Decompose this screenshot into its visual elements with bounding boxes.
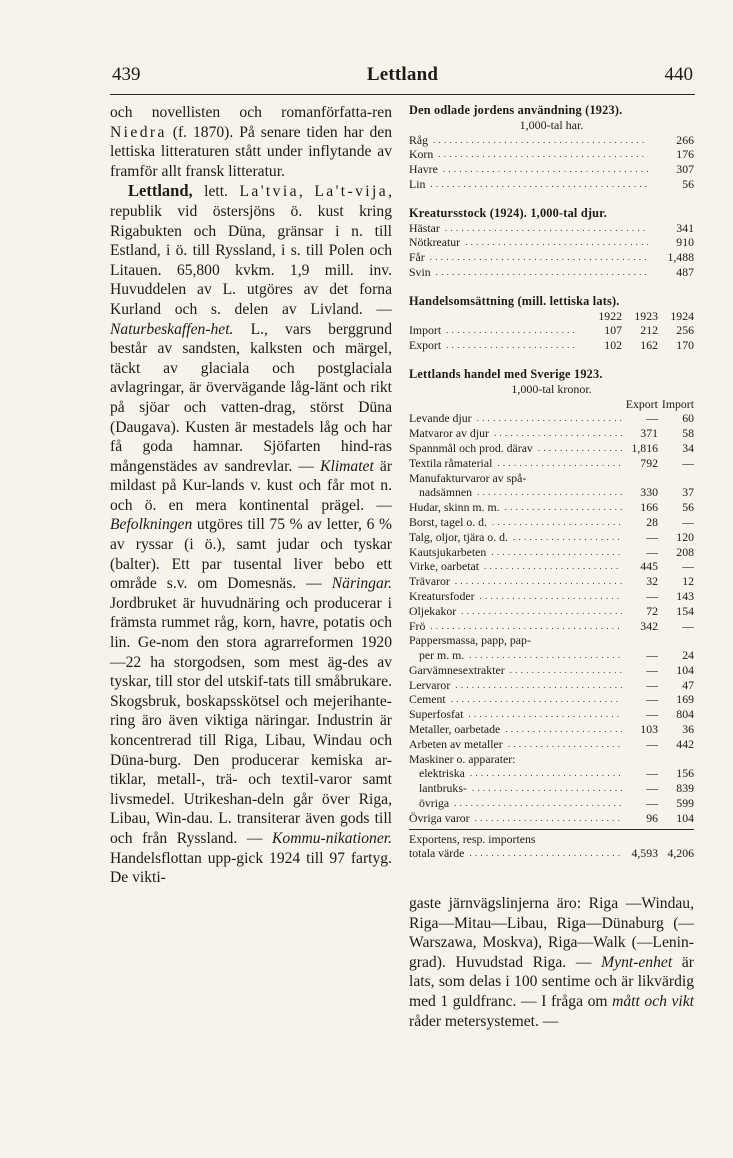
section-naturbeskaffenhet: Naturbeskaffen-het.	[110, 320, 234, 338]
row-value: 162	[622, 338, 658, 353]
paragraph-railways	[409, 894, 694, 1031]
table-title: Handelsomsättning (mill. lettiska lats).	[409, 293, 620, 308]
row-label: Korn	[409, 147, 434, 162]
row-value: 169	[658, 692, 694, 707]
row-label: lantbruks-	[419, 781, 467, 796]
table-row	[409, 589, 694, 604]
row-label: Oljekakor	[409, 603, 457, 618]
section-befolkningen: Befolkningen	[110, 516, 193, 534]
row-value: 445	[622, 559, 658, 574]
row-value: 12	[658, 574, 694, 589]
table-row	[409, 441, 694, 456]
table-sweden-trade	[409, 367, 694, 861]
table-row	[409, 648, 694, 663]
row-value: 212	[622, 323, 658, 338]
table-row	[409, 426, 694, 441]
row-label: Cement	[409, 692, 446, 707]
table-row	[409, 515, 694, 530]
row-label: Export	[409, 338, 442, 353]
running-title: Lettland	[366, 64, 439, 85]
row-label: Spannmål och prod. därav	[409, 440, 533, 455]
table-row	[409, 766, 694, 781]
row-label: Maskiner o. apparater:	[409, 751, 516, 766]
row-value: 102	[576, 338, 622, 353]
row-value: 107	[576, 323, 622, 338]
table-title: Kreatursstock (1924). 1,000-tal djur.	[409, 205, 607, 220]
text-run: lett.	[192, 183, 240, 201]
table-row	[409, 545, 694, 560]
row-value: 330	[622, 485, 658, 500]
table-row	[409, 781, 694, 796]
table-row	[409, 485, 694, 500]
table-row	[409, 500, 694, 515]
text-run: gaste järnvägslinjerna äro: Riga —Windau, Riga—Mitau—Libau, Riga—Dünaburg (—Warszawa, Moskva), Riga—Walk (—Lenin-grad). Huvudstad Riga. —	[409, 895, 694, 971]
table-unit: 1,000-tal har.	[519, 117, 584, 132]
paragraph-lettland-entry	[110, 181, 392, 887]
row-value: 487	[648, 265, 694, 280]
native-name-2: La't-vija	[314, 183, 389, 201]
row-value: 839	[658, 781, 694, 796]
row-value: 103	[622, 722, 658, 737]
row-label: Lervaror	[409, 677, 451, 692]
total-label: Exportens, resp. importens	[409, 831, 536, 846]
row-label: Pappersmassa, papp, pap-	[409, 633, 531, 648]
text-run: , republik vid östersjöns ö. kust kring Rigabukten och Düna, gränsar i n. till Estland, i ö. till Ryssland, i s. till Polen och Litauen. 65,800 kvkm. 1,9 mill. inv. Huvuddelen av L. utgöres av det forna Kurland och s. delen av Livland. —	[110, 183, 392, 318]
row-label: Metaller, oarbetade	[409, 722, 501, 737]
table-row	[409, 456, 694, 471]
table-row	[409, 811, 694, 826]
term-matt: mått	[612, 992, 640, 1010]
table-row	[409, 692, 694, 707]
row-label: elektriska	[419, 766, 465, 781]
table-land-use	[409, 103, 694, 192]
page-header	[112, 64, 693, 90]
total-rule	[409, 829, 694, 830]
row-value: 32	[622, 574, 658, 589]
row-value: —	[622, 589, 658, 604]
row-value: —	[622, 737, 658, 752]
row-value: 1,488	[648, 250, 694, 265]
table-year-headers	[409, 309, 694, 324]
row-value: 56	[648, 177, 694, 192]
page-number-right: 440	[664, 64, 693, 85]
row-label: Övriga varor	[409, 810, 470, 825]
table-row	[409, 663, 694, 678]
text-run: råder metersystemet. —	[409, 1012, 559, 1030]
row-label: Får	[409, 250, 425, 265]
page-number-left: 439	[112, 64, 141, 85]
table-row	[409, 471, 694, 486]
table-row	[409, 796, 694, 811]
table-row	[409, 574, 694, 589]
row-value: —	[622, 781, 658, 796]
table-row	[409, 177, 694, 192]
column-header-export: Export	[625, 396, 658, 411]
row-value: 60	[658, 411, 694, 426]
row-value: —	[622, 692, 658, 707]
table-unit: 1,000-tal kronor.	[511, 381, 592, 396]
row-value: 58	[658, 426, 694, 441]
table-title: Den odlade jordens användning (1923).	[409, 103, 623, 117]
row-value: —	[658, 456, 694, 471]
row-value: —	[622, 766, 658, 781]
row-value: 154	[658, 604, 694, 619]
table-row	[409, 752, 694, 767]
row-value: —	[622, 648, 658, 663]
row-value: 208	[658, 545, 694, 560]
section-naringar: Näringar.	[331, 575, 392, 593]
table-row	[409, 338, 694, 353]
row-label: Garvämnesextrakter	[409, 662, 505, 677]
row-value: 36	[658, 722, 694, 737]
row-label: Matvaror av djur	[409, 426, 489, 441]
column-header-import: Import	[661, 396, 694, 411]
year-header: 1922	[598, 308, 622, 323]
row-value: 37	[658, 485, 694, 500]
row-label: Kautsjukarbeten	[409, 544, 487, 559]
row-value: 910	[648, 235, 694, 250]
row-value: 34	[658, 441, 694, 456]
row-value: 104	[658, 663, 694, 678]
row-label: Textila råmaterial	[409, 455, 493, 470]
row-value: 28	[622, 515, 658, 530]
paragraph-literature	[110, 103, 392, 181]
row-label: Kreatursfoder	[409, 588, 475, 603]
table-row	[409, 323, 694, 338]
row-value: 792	[622, 456, 658, 471]
row-value: 342	[622, 619, 658, 634]
row-value: 256	[658, 323, 694, 338]
right-column-tables	[409, 103, 694, 861]
row-label: Havre	[409, 162, 438, 177]
row-value: 72	[622, 604, 658, 619]
row-value: 442	[658, 737, 694, 752]
row-value: 266	[648, 133, 694, 148]
header-rule	[110, 94, 695, 95]
table-row	[409, 678, 694, 693]
row-label: Råg	[409, 132, 429, 147]
row-label: Import	[409, 323, 442, 338]
table-row-total	[409, 846, 694, 861]
text-run: Handelsflottan upp-gick 1924 till 97 fartyg. De vikti-	[110, 849, 392, 887]
text-run: är mildast på Kur-lands v. kust och får mot n. och ö. en mera kontinental prägel. —	[110, 457, 393, 514]
row-label: Frö	[409, 618, 426, 633]
row-value: 156	[658, 766, 694, 781]
table-trade	[409, 294, 694, 353]
row-label: Superfosfat	[409, 707, 464, 722]
total-label: totala värde	[409, 846, 465, 861]
row-value: 143	[658, 589, 694, 604]
table-row	[409, 221, 694, 236]
row-value: —	[622, 545, 658, 560]
row-label: Nötkreatur	[409, 235, 461, 250]
row-value: —	[622, 678, 658, 693]
row-value: 341	[648, 221, 694, 236]
row-value: 371	[622, 426, 658, 441]
row-label: Svin	[409, 264, 431, 279]
section-klimatet: Klimatet	[320, 457, 374, 475]
row-value: —	[622, 663, 658, 678]
row-value: 599	[658, 796, 694, 811]
row-value: 47	[658, 678, 694, 693]
table-row	[409, 147, 694, 162]
text-run: L., vars berggrund består av sandsten, kalksten och märgel, täckt av glaciala och postglaciala avlagringar, är övervägande låg-länt och rikt på sjöar och vatten-drag, störst Düna (Daugava). Kusten är mestadels låg och har få goda hamnar. Sjöfarten hind-ras mångenstädes av sandrevlar. —	[110, 320, 392, 475]
row-label: Manufakturvaror av spå-	[409, 470, 527, 485]
total-export: 4,593	[622, 846, 658, 861]
text-run: utgöres till 75 % av letter, 6 % av ryssar (i ö.), samt judar och tyskar (balter). Ett par tusental liver bebo ett område s.v. om Domesnäs. —	[110, 516, 392, 593]
table-row	[409, 162, 694, 177]
text-run: (f. 1870). På senare tiden har den lettiska litteraturen stått under inflytande av framför allt fransk litteratur.	[110, 123, 392, 180]
row-label: Borst, tagel o. d.	[409, 514, 487, 529]
term-och-vikt: och vikt	[644, 992, 694, 1010]
table-livestock	[409, 206, 694, 280]
table-row	[409, 250, 694, 265]
table-row	[409, 530, 694, 545]
text-run: och novellisten och romanförfatta-ren	[110, 104, 392, 121]
table-row	[409, 707, 694, 722]
row-value: —	[622, 796, 658, 811]
table-row	[409, 832, 694, 847]
table-title: Lettlands handel med Sverige 1923.	[409, 366, 603, 381]
row-value: 307	[648, 162, 694, 177]
table-row	[409, 633, 694, 648]
left-column	[110, 103, 392, 888]
row-value: 1,816	[622, 441, 658, 456]
right-column-text	[409, 894, 694, 1031]
table-row	[409, 737, 694, 752]
row-label: Hästar	[409, 220, 440, 235]
row-label: Trävaror	[409, 574, 450, 589]
row-value: 56	[658, 500, 694, 515]
row-label: Arbeten av metaller	[409, 736, 503, 751]
native-name-1: La'tvia	[239, 183, 299, 201]
row-value: —	[622, 411, 658, 426]
table-column-headers	[409, 397, 694, 412]
entry-headword: Lettland,	[128, 181, 193, 201]
total-import: 4,206	[658, 846, 694, 861]
table-row	[409, 559, 694, 574]
row-label: Talg, oljor, tjära o. d.	[409, 529, 508, 544]
row-value: 176	[648, 147, 694, 162]
row-value: 170	[658, 338, 694, 353]
table-row	[409, 235, 694, 250]
section-kommunikationer: Kommu-nikationer.	[272, 829, 392, 847]
row-label: nadsämnen	[419, 485, 473, 500]
row-value: —	[658, 619, 694, 634]
text-run: ,	[298, 183, 315, 201]
text-run: Jordbruket är huvudnäring och producerar i främsta rummet råg, korn, havre, potatis och lin. Ge-nom den stora agrarreformen 1920 —22 ha storgodsen, som mest äg-des av tyskar, till stor del utskif-tats till småbrukare. Skogsbruk, boskapsskötsel och mejerihante-ring äro även viktiga näringar. Industrin är koncentrerad till Riga, Libau, Windau och Düna-burg. Den producerar kemiska ar-tiklar, metall-, trä- och textil-varor samt livsmedel. Utrikeshan-deln går över Riga, Libau, Win-dau. L. transiterar även gods till och från Ryssland. —	[110, 594, 392, 847]
row-label: Levande djur	[409, 411, 472, 426]
row-label: Hudar, skinn m. m.	[409, 500, 500, 515]
row-value: —	[658, 515, 694, 530]
row-label: Lin	[409, 176, 426, 191]
table-row	[409, 604, 694, 619]
author-name: Niedra	[110, 123, 167, 141]
table-row	[409, 619, 694, 634]
text-run: är lats, som delas i 100 sentime och är likvärdig med 1 guldfranc. — I fråga om	[409, 953, 694, 1010]
row-label: övriga	[419, 796, 450, 811]
row-label: per m. m.	[419, 648, 465, 663]
year-header: 1924	[670, 308, 694, 323]
table-row	[409, 722, 694, 737]
row-value: —	[658, 559, 694, 574]
row-value: 104	[658, 811, 694, 826]
row-value: 120	[658, 530, 694, 545]
row-label: Virke, oarbetat	[409, 559, 480, 574]
row-value: —	[622, 530, 658, 545]
row-value: 804	[658, 707, 694, 722]
row-value: 24	[658, 648, 694, 663]
table-row	[409, 265, 694, 280]
row-value: 96	[622, 811, 658, 826]
section-myntenhet: Mynt-enhet	[601, 953, 673, 971]
table-row	[409, 133, 694, 148]
year-header: 1923	[634, 308, 658, 323]
row-value: 166	[622, 500, 658, 515]
table-row	[409, 411, 694, 426]
row-value: —	[622, 707, 658, 722]
